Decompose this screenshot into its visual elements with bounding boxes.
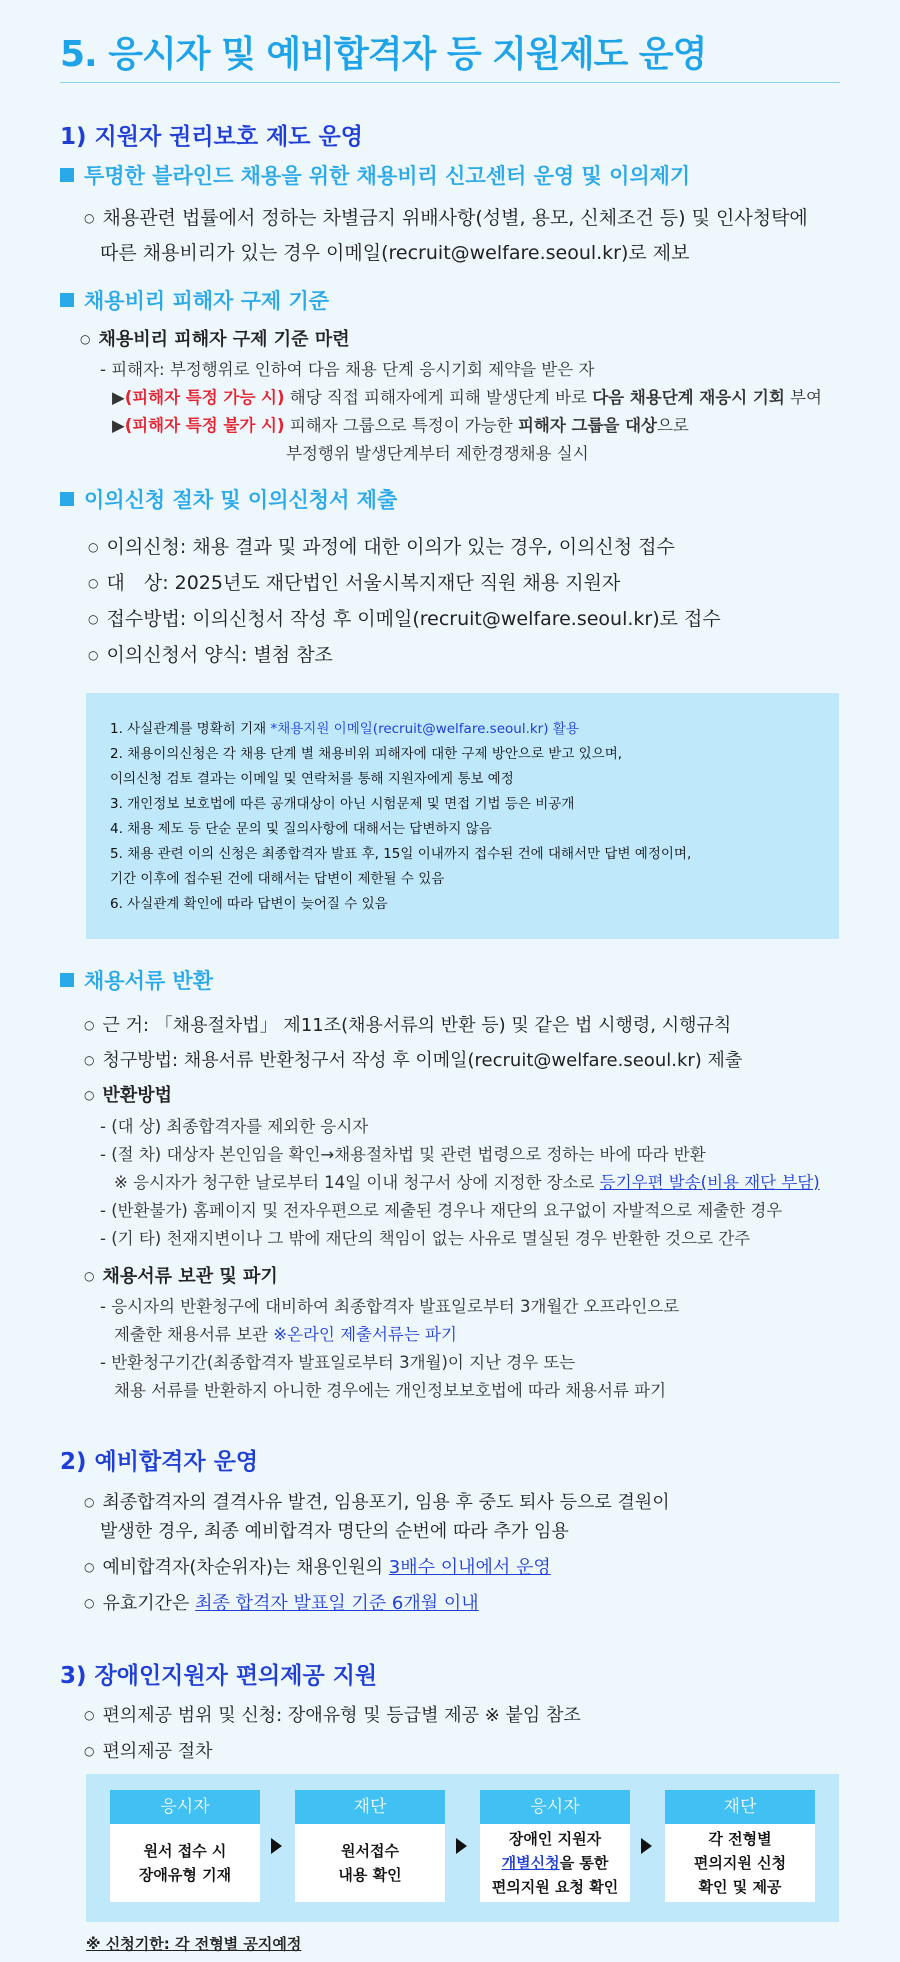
relief-case-unidentifiable-line2: 부정행위 발생단계부터 제한경쟁채용 실시	[286, 444, 589, 463]
notice-item: 4. 채용 제도 등 단순 문의 및 질의사항에 대해서는 답변하지 않음	[110, 821, 492, 837]
report-line-1: ○ 채용관련 법률에서 정하는 차별금지 위배사항(성별, 용모, 신체조건 등) 및 인사청탁에	[84, 207, 808, 229]
notice-item: 이의신청 검토 결과는 이메일 및 연락처를 통해 지원자에게 통보 예정	[110, 771, 514, 787]
objection-item-target: ○ 대 상: 2025년도 재단법인 서울시복지재단 직원 채용 지원자	[88, 572, 621, 594]
circle-bullet-icon: ○	[84, 211, 95, 225]
keep-line-1: - 응시자의 반환청구에 대비하여 최종합격자 발표일로부터 3개월간 오프라인으로	[100, 1297, 680, 1316]
section-1-title: 1) 지원자 권리보호 제도 운영	[60, 124, 363, 150]
subsection-victim-relief: 채용비리 피해자 구제 기준	[60, 285, 329, 315]
section-2-title: 2) 예비합격자 운영	[60, 1449, 259, 1475]
circle-bullet-icon: ○	[84, 1088, 95, 1102]
circle-bullet-icon: ○	[84, 1495, 95, 1509]
objection-item-apply: ○ 이의신청: 채용 결과 및 과정에 대한 이의가 있는 경우, 이의신청 접수	[88, 536, 675, 558]
notice-item: 5. 채용 관련 이의 신청은 최종합격자 발표 후, 15일 이내까지 접수된 건에 대해서만 답변 예정이며,	[110, 846, 692, 862]
flow-arrow-icon	[271, 1838, 282, 1854]
flow-step-body: 각 전형별 편의지원 신청 확인 및 제공	[693, 1830, 787, 1896]
notice-item: 2. 채용이의신청은 각 채용 단계 별 채용비위 피해자에 대한 구제 방안으로 받고 있으며,	[110, 746, 623, 762]
relief-victim-definition: - 피해자: 부정행위로 인하여 다음 채용 단계 응시기회 제약을 받은 자	[100, 360, 595, 379]
circle-bullet-icon: ○	[84, 1018, 95, 1032]
flow-step-4	[665, 1790, 815, 1902]
flow-step-head: 재단	[295, 1790, 445, 1824]
flow-step-head: 응시자	[480, 1790, 630, 1824]
circle-bullet-icon: ○	[84, 1269, 95, 1283]
reserve-line-4: ○ 유효기간은 최종 합격자 발표일 기준 6개월 이내	[84, 1593, 479, 1614]
relief-case-unidentifiable: ▶(피해자 특정 불가 시) 피해자 그룹으로 특정이 가능한 피해자 그룹을 대상으로	[112, 416, 689, 435]
relief-heading: ○ 채용비리 피해자 구제 기준 마련	[80, 329, 350, 350]
subsection-document-return: 채용서류 반환	[60, 965, 213, 995]
return-method-procedure: - (절 차) 대상자 본인임을 확인→채용절차법 및 관련 법령으로 정하는 바에 따라 반환	[100, 1145, 706, 1164]
circle-bullet-icon: ○	[84, 1744, 95, 1758]
circle-bullet-icon: ○	[84, 1708, 95, 1722]
page-title: 5. 응시자 및 예비합격자 등 지원제도 운영	[60, 34, 707, 75]
circle-bullet-icon: ○	[84, 1596, 95, 1610]
flow-step-body: 원서접수 내용 확인	[338, 1842, 402, 1884]
triangle-bullet-icon: ▶	[112, 416, 125, 435]
circle-bullet-icon: ○	[88, 648, 99, 662]
circle-bullet-icon: ○	[88, 612, 99, 626]
return-method-other: - (기 타) 천재지변이나 그 밖에 재단의 책임이 없는 사유로 멸실된 경우 반환한 것으로 간주	[100, 1229, 751, 1248]
flow-step-head: 응시자	[110, 1790, 260, 1824]
subsection-report-center: 투명한 블라인드 채용을 위한 채용비리 신고센터 운영 및 이의제기	[60, 160, 690, 190]
square-bullet-icon	[60, 168, 74, 182]
notice-item: 기간 이후에 접수된 건에 대해서는 답변이 제한될 수 있음	[110, 871, 445, 887]
accommodation-procedure-title: ○ 편의제공 절차	[84, 1741, 213, 1762]
objection-item-form: ○ 이의신청서 양식: 별첨 참조	[88, 644, 333, 666]
reserve-line-2: 발생한 경우, 최종 예비합격자 명단의 순번에 따라 추가 임용	[100, 1521, 569, 1542]
report-line-2: 따른 채용비리가 있는 경우 이메일(recruit@welfare.seoul.kr)로 제보	[100, 242, 690, 264]
flow-arrow-icon	[456, 1838, 467, 1854]
objection-item-method: ○ 접수방법: 이의신청서 작성 후 이메일(recruit@welfare.seoul.kr)로 접수	[88, 608, 721, 630]
accommodation-flow-panel	[86, 1774, 839, 1922]
accommodation-scope: ○ 편의제공 범위 및 신청: 장애유형 및 등급별 제공 ※ 붙임 참조	[84, 1705, 581, 1726]
flow-step-body: 장애인 지원자 개별신청을 통한 편의지원 요청 확인	[491, 1830, 619, 1896]
notice-item-1: 1. 사실관계를 명확히 기재 *채용지원 이메일(recruit@welfare.seoul.kr) 활용	[110, 721, 579, 737]
notice-item: 6. 사실관계 확인에 따라 답변이 늦어질 수 있음	[110, 896, 388, 912]
application-deadline-note: ※ 신청기한: 각 전형별 공지예정	[86, 1935, 302, 1953]
return-basis: ○ 근 거: 「채용절차법」 제11조(채용서류의 반환 등) 및 같은 법 시행령, 시행규칙	[84, 1015, 732, 1036]
flow-step-2	[295, 1790, 445, 1902]
keep-line-4: 채용 서류를 반환하지 아니한 경우에는 개인정보보호법에 따라 채용서류 파기	[114, 1381, 667, 1400]
return-method-target: - (대 상) 최종합격자를 제외한 응시자	[100, 1117, 369, 1136]
subsection-objection: 이의신청 절차 및 이의신청서 제출	[60, 484, 397, 514]
objection-notice-box	[86, 693, 839, 939]
circle-bullet-icon: ○	[80, 332, 91, 346]
relief-case-identifiable: ▶(피해자 특정 가능 시) 해당 직접 피해자에게 피해 발생단계 바로 다음 채용단계 재응시 기회 부여	[112, 388, 822, 407]
return-method-title: ○ 반환방법	[84, 1085, 173, 1106]
reserve-line-3: ○ 예비합격자(차순위자)는 채용인원의 3배수 이내에서 운영	[84, 1557, 551, 1578]
square-bullet-icon	[60, 973, 74, 987]
keep-title: ○ 채용서류 보관 및 파기	[84, 1266, 278, 1287]
circle-bullet-icon: ○	[84, 1560, 95, 1574]
keep-line-3: - 반환청구기간(최종합격자 발표일로부터 3개월)이 지난 경우 또는	[100, 1353, 576, 1372]
title-divider	[60, 82, 840, 83]
keep-line-2: 제출한 채용서류 보관 ※온라인 제출서류는 파기	[114, 1325, 457, 1344]
return-method-not-returnable: - (반환불가) 홈페이지 및 전자우편으로 제출된 경우나 재단의 요구없이 자발적으로 제출한 경우	[100, 1201, 783, 1220]
triangle-bullet-icon: ▶	[112, 388, 125, 407]
flow-step-3	[480, 1790, 630, 1902]
circle-bullet-icon: ○	[88, 540, 99, 554]
square-bullet-icon	[60, 492, 74, 506]
flow-step-1	[110, 1790, 260, 1902]
flow-arrow-icon	[641, 1838, 652, 1854]
flow-step-head: 재단	[665, 1790, 815, 1824]
section-3-title: 3) 장애인지원자 편의제공 지원	[60, 1663, 378, 1689]
return-method-note: ※ 응시자가 청구한 날로부터 14일 이내 청구서 상에 지정한 장소로 등기우편 발송(비용 재단 부담)	[114, 1173, 820, 1192]
circle-bullet-icon: ○	[88, 576, 99, 590]
flow-step-body: 원서 접수 시 장애유형 기재	[138, 1842, 232, 1884]
square-bullet-icon	[60, 293, 74, 307]
notice-item: 3. 개인정보 보호법에 따른 공개대상이 아닌 시험문제 및 면접 기법 등은 비공개	[110, 796, 575, 812]
return-claim-method: ○ 청구방법: 채용서류 반환청구서 작성 후 이메일(recruit@welfare.seoul.kr) 제출	[84, 1050, 743, 1071]
reserve-line-1: ○ 최종합격자의 결격사유 발견, 임용포기, 임용 후 중도 퇴사 등으로 결원이	[84, 1492, 670, 1513]
circle-bullet-icon: ○	[84, 1053, 95, 1067]
